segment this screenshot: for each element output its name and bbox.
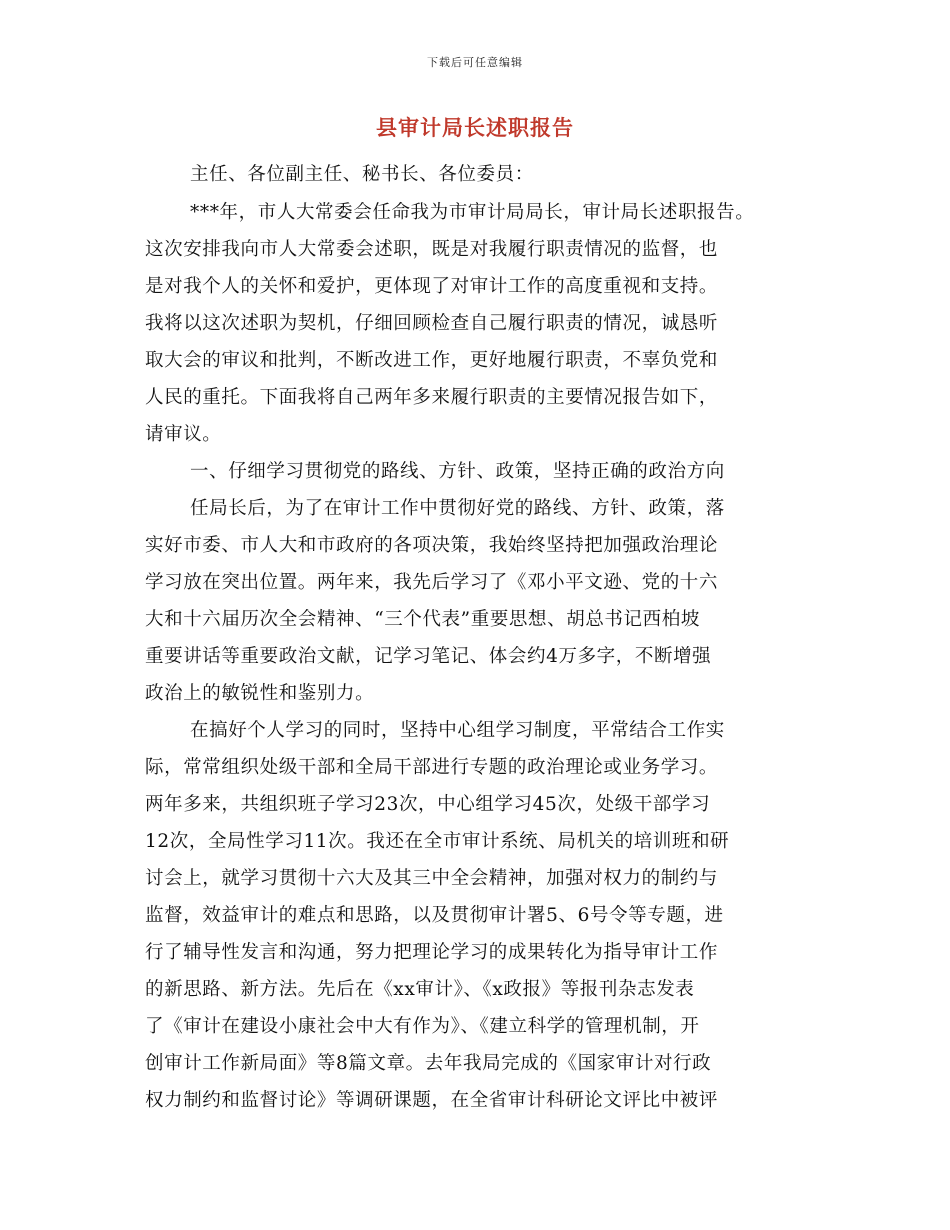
body-line: 任局长后，为了在审计工作中贯彻好党的路线、方针、政策，落 (190, 498, 725, 519)
body-line: 两年多来，共组织班子学习23次，中心组学习45次，处级干部学习 (145, 794, 711, 815)
body-line: 创审计工作新局面》等8篇文章。去年我局完成的《国家审计对行政 (145, 1053, 712, 1074)
body-line: 这次安排我向市人大常委会述职，既是对我履行职责情况的监督，也 (145, 239, 719, 260)
body-line: 际，常常组织处级干部和全局干部进行专题的政治理论或业务学习。 (145, 757, 719, 778)
body-line: 监督，效益审计的难点和思路，以及贯彻审计署5、6号令等专题，进 (145, 905, 724, 926)
body-line: 在搞好个人学习的同时，坚持中心组学习制度，平常结合工作实 (190, 720, 725, 741)
section-heading: 一、仔细学习贯彻党的路线、方针、政策，坚持正确的政治方向 (190, 461, 725, 482)
body-line: 是对我个人的关怀和爱护，更体现了对审计工作的高度重视和支持。 (145, 276, 719, 297)
page-header-note: 下载后可任意编辑 (427, 56, 523, 69)
body-line: 权力制约和监督讨论》等调研课题，在全省审计科研论文评比中被评 (145, 1090, 719, 1111)
body-line: 取大会的审议和批判，不断改进工作，更好地履行职责，不辜负党和 (145, 350, 719, 371)
body-line: 讨会上，就学习贯彻十六大及其三中全会精神，加强对权力的制约与 (145, 868, 719, 889)
body-line: 请审议。 (145, 424, 222, 445)
body-line: 大和十六届历次全会精神、“三个代表”重要思想、胡总书记西柏坡 (145, 609, 700, 630)
document-title: 县审计局长述职报告 (376, 116, 574, 140)
body-line: 12次，全局性学习11次。我还在全市审计系统、局机关的培训班和研 (145, 831, 730, 852)
body-line: 我将以这次述职为契机，仔细回顾检查自己履行职责的情况，诚恳听 (145, 313, 719, 334)
body-line: 学习放在突出位置。两年来，我先后学习了《邓小平文逊、党的十六 (145, 572, 719, 593)
body-line: 行了辅导性发言和沟通，努力把理论学习的成果转化为指导审计工作 (145, 942, 719, 963)
body-line: 了《审计在建设小康社会中大有作为》、《建立科学的管理机制，开 (145, 1016, 700, 1037)
body-line: 实好市委、市人大和市政府的各项决策，我始终坚持把加强政治理论 (145, 535, 719, 556)
body-line: 主任、各位副主任、秘书长、各位委员： (190, 164, 534, 185)
body-line: ***年，市人大常委会任命我为市审计局局长，审计局长述职报告。 (190, 202, 755, 223)
body-line: 的新思路、新方法。先后在《xx审计》、《x政报》等报刊杂志发表 (145, 979, 695, 1000)
body-line: 人民的重托。下面我将自己两年多来履行职责的主要情况报告如下， (145, 387, 719, 408)
body-line: 重要讲话等重要政治文献，记学习笔记、体会约4万多字，不断增强 (145, 646, 712, 667)
body-line: 政治上的敏锐性和鉴别力。 (145, 683, 375, 704)
